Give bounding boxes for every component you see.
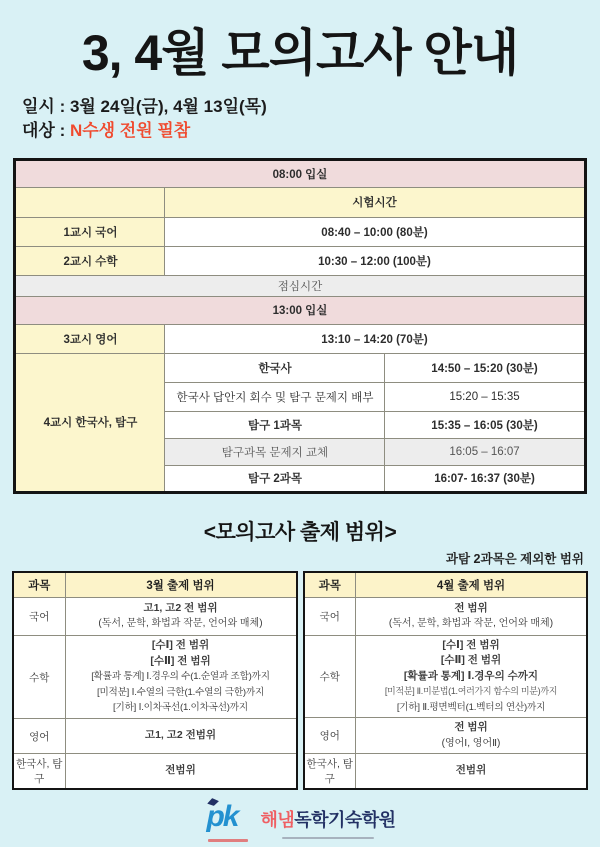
entry-time-morning: 08:00 입실 xyxy=(15,159,585,187)
april-korean-subject: 국어 xyxy=(304,597,356,635)
period3-subject: 3교시 영어 xyxy=(15,324,165,353)
exam-time-header: 시험시간 xyxy=(165,187,585,217)
sub-label-collect: 한국사 답안지 회수 및 탐구 문제지 배부 xyxy=(165,382,385,411)
entry-time-afternoon: 13:00 입실 xyxy=(15,296,585,324)
march-korean-scope: 고1, 고2 전 범위 (독서, 문학, 화법과 작문, 언어와 매체) xyxy=(65,597,297,635)
april-english-subject: 영어 xyxy=(304,718,356,754)
period4-subject: 4교시 한국사, 탐구 xyxy=(15,353,165,492)
april-subject-header: 과목 xyxy=(304,572,356,598)
march-scope-table xyxy=(12,571,298,791)
march-math-scope: [수Ⅰ] 전 범위 [수Ⅱ] 전 범위 [확률과 통계] Ⅰ.경우의 수(1.순열과 조합)까지 [미적분] Ⅰ.수열의 극한(1.수열의 극한)까지 [기하] Ⅰ.이차곡선(1.이차곡선)까지 xyxy=(65,636,297,719)
april-history-scope: 전범위 xyxy=(356,754,588,790)
date-line xyxy=(22,95,600,119)
pk-logo-text: pk xyxy=(206,800,238,833)
april-math-subject: 수학 xyxy=(304,635,356,718)
empty-corner-cell xyxy=(15,187,165,217)
sub-time-collect: 15:20 – 15:35 xyxy=(385,382,585,411)
academy-name xyxy=(260,806,395,840)
pk-logo-subtext-bar xyxy=(208,839,248,842)
april-english-scope: 전 범위 (영어Ⅰ, 영어Ⅱ) xyxy=(356,718,588,754)
sub-label-elective2: 탐구 2과목 xyxy=(165,465,385,492)
march-korean-subject: 국어 xyxy=(13,597,65,635)
sub-label-swap: 탐구과목 문제지 교체 xyxy=(165,438,385,465)
scope-tables xyxy=(12,571,588,791)
pk-logo-mark xyxy=(204,800,252,842)
date-value: 3월 24일(금), 4월 13일(목) xyxy=(69,96,267,116)
info-block xyxy=(22,95,600,143)
april-korean-scope: 전 범위 (독서, 문학, 화법과 작문, 언어와 매체) xyxy=(356,597,588,635)
march-english-scope: 고1, 고2 전범위 xyxy=(65,719,297,753)
target-value: N수생 전원 필참 xyxy=(69,120,191,140)
sub-label-elective1: 탐구 1과목 xyxy=(165,411,385,438)
exam-schedule-table xyxy=(13,158,586,494)
period1-subject: 1교시 국어 xyxy=(15,217,165,246)
march-history-subject: 한국사, 탐구 xyxy=(13,753,65,789)
academy-logo xyxy=(0,800,600,842)
march-subject-header: 과목 xyxy=(13,572,65,598)
sub-label-history: 한국사 xyxy=(165,353,385,382)
academy-name-navy: 독학기숙학원 xyxy=(294,810,396,830)
academy-name-subtext-bar xyxy=(282,837,374,839)
period2-subject: 2교시 수학 xyxy=(15,246,165,275)
scope-note: 과탐 2과목은 제외한 범위 xyxy=(445,551,584,566)
period1-time: 08:40 – 10:00 (80분) xyxy=(165,217,585,246)
march-math-subject: 수학 xyxy=(13,636,65,719)
sub-time-swap: 16:05 – 16:07 xyxy=(385,438,585,465)
april-history-subject: 한국사, 탐구 xyxy=(304,754,356,790)
sub-time-elective1: 15:35 – 16:05 (30분) xyxy=(385,411,585,438)
scope-section-title: <모의고사 출제 범위> xyxy=(203,520,397,544)
april-math-scope: [수Ⅰ] 전 범위 [수Ⅱ] 전 범위 [확률과 통계] Ⅰ.경우의 수까지 [미적분] Ⅱ.미분법(1.여러가지 함수의 미분)까지 [기하] Ⅱ.평면벡터(1.벡터의 연산)까지 xyxy=(356,635,588,718)
page-title: 3, 4월 모의고사 안내 xyxy=(81,25,519,81)
march-history-scope: 전범위 xyxy=(65,753,297,789)
target-label: 대상 : xyxy=(22,120,70,140)
period3-time: 13:10 – 14:20 (70분) xyxy=(165,324,585,353)
period2-time: 10:30 – 12:00 (100분) xyxy=(165,246,585,275)
target-line xyxy=(22,119,600,143)
sub-time-history: 14:50 – 15:20 (30분) xyxy=(385,353,585,382)
march-scope-header: 3월 출제 범위 xyxy=(65,572,297,598)
april-scope-table xyxy=(303,571,589,791)
april-scope-header: 4월 출제 범위 xyxy=(356,572,588,598)
academy-name-red: 해냄 xyxy=(260,810,295,830)
lunch-row: 점심시간 xyxy=(15,275,585,296)
sub-time-elective2: 16:07- 16:37 (30분) xyxy=(385,465,585,492)
date-label: 일시 : xyxy=(22,96,70,116)
march-english-subject: 영어 xyxy=(13,719,65,753)
